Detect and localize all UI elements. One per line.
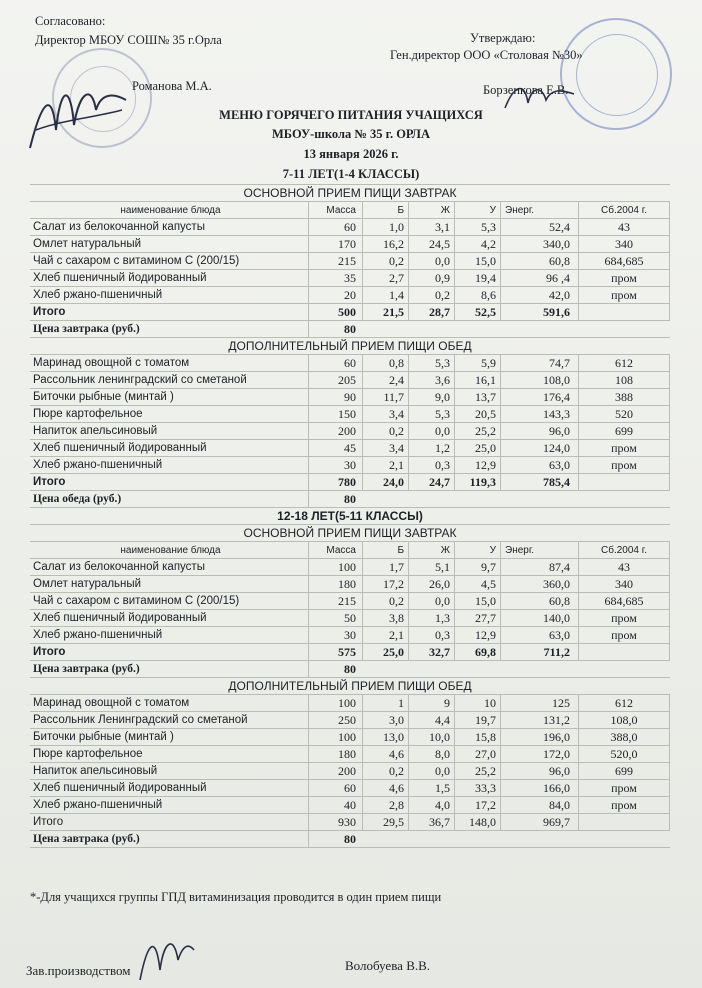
dish-name: Чай с сахаром с витамином С (200/15) [33,255,240,267]
table-row [30,287,670,304]
table-row [30,372,670,389]
col-recipe: Сб.2004 г. [578,202,670,218]
total-recipe [578,814,670,830]
price-label: Цена завтрака (руб.) [33,833,140,845]
total-fat: 28,7 [408,304,454,320]
dish-fat: 0,0 [408,763,454,779]
dish-fat: 5,3 [408,406,454,422]
dish-energy: 96,0 [500,763,578,779]
price-row [30,491,670,508]
approve-position: Ген.директор ООО «Столовая №30» [390,48,583,62]
agreed-name: Романова М.А. [132,79,212,93]
dish-protein: 0,2 [362,423,408,439]
dish-protein: 13,0 [362,729,408,745]
dish-carbs: 4,5 [454,576,500,592]
col-zh: Ж [408,202,454,218]
dish-mass: 215 [308,593,362,609]
dish-protein: 1,7 [362,559,408,575]
dish-mass: 215 [308,253,362,269]
table-row [30,440,670,457]
total-energy: 969,7 [500,814,578,830]
dish-name: Хлеб пшеничный йодированный [33,612,207,624]
col-mass: Масса [308,542,362,558]
dish-fat: 4,4 [408,712,454,728]
price-row [30,831,670,848]
dish-recipe: пром [578,610,670,626]
dish-energy: 84,0 [500,797,578,813]
table-row [30,559,670,576]
dish-protein: 2,4 [362,372,408,388]
dish-protein: 3,4 [362,406,408,422]
dish-energy: 60,8 [500,253,578,269]
price-label: Цена завтрака (руб.) [33,323,140,335]
dish-energy: 172,0 [500,746,578,762]
dish-protein: 0,2 [362,763,408,779]
table-row [30,270,670,287]
dish-mass: 170 [308,236,362,252]
dish-mass: 200 [308,763,362,779]
total-mass: 575 [308,644,362,660]
dish-name: Омлет натуральный [33,578,142,590]
table-header [30,202,670,219]
lunch-rows [30,355,670,474]
dish-protein: 1,4 [362,287,408,303]
total-protein: 21,5 [362,304,408,320]
dish-recipe: пром [578,287,670,303]
production-signature [130,930,200,988]
price-value: 80 [308,321,362,337]
dish-mass: 20 [308,287,362,303]
dish-carbs: 19,4 [454,270,500,286]
dish-mass: 100 [308,729,362,745]
dish-carbs: 20,5 [454,406,500,422]
dish-carbs: 15,0 [454,253,500,269]
total-row [30,644,670,661]
dish-fat: 1,5 [408,780,454,796]
dish-recipe: 108,0 [578,712,670,728]
dish-mass: 35 [308,270,362,286]
total-energy: 591,6 [500,304,578,320]
menu-date: 13 января 2026 г. [303,147,399,161]
dish-energy: 96,0 [500,423,578,439]
total-carbs: 148,0 [454,814,500,830]
col-energy: Энерг. [500,202,578,218]
dish-fat: 8,0 [408,746,454,762]
table-row [30,457,670,474]
dish-carbs: 5,3 [454,219,500,235]
dish-energy: 63,0 [500,457,578,473]
breakfast-section-title: ОСНОВНОЙ ПРИЕМ ПИЩИ ЗАВТРАК [30,185,670,202]
total-fat: 32,7 [408,644,454,660]
dish-carbs: 12,9 [454,627,500,643]
total-label: Итого [33,306,66,318]
dish-fat: 4,0 [408,797,454,813]
table-row [30,236,670,253]
total-mass: 780 [308,474,362,490]
dish-carbs: 19,7 [454,712,500,728]
total-energy: 711,2 [500,644,578,660]
dish-mass: 200 [308,423,362,439]
total-label: Итого [33,646,66,658]
dish-carbs: 15,0 [454,593,500,609]
table-row [30,712,670,729]
total-carbs: 69,8 [454,644,500,660]
col-b: Б [362,202,408,218]
col-energy: Энерг. [500,542,578,558]
dish-mass: 180 [308,576,362,592]
col-zh: Ж [408,542,454,558]
total-carbs: 52,5 [454,304,500,320]
dish-energy: 125 [500,695,578,711]
age-group-2: 12-18 ЛЕТ(5-11 КЛАССЫ) [30,508,670,525]
dish-protein: 0,8 [362,355,408,371]
dish-energy: 176,4 [500,389,578,405]
dish-fat: 0,2 [408,287,454,303]
dish-mass: 45 [308,440,362,456]
price-value: 80 [308,831,362,847]
dish-mass: 60 [308,780,362,796]
dish-fat: 0,3 [408,627,454,643]
dish-recipe: пром [578,440,670,456]
dish-protein: 0,2 [362,253,408,269]
dish-carbs: 12,9 [454,457,500,473]
dish-energy: 166,0 [500,780,578,796]
dish-fat: 1,3 [408,610,454,626]
dish-recipe: 699 [578,763,670,779]
dish-energy: 340,0 [500,236,578,252]
total-label: Итого [33,816,64,828]
dish-mass: 40 [308,797,362,813]
total-fat: 36,7 [408,814,454,830]
total-row [30,814,670,831]
dish-carbs: 27,0 [454,746,500,762]
dish-energy: 42,0 [500,287,578,303]
dish-fat: 0,0 [408,423,454,439]
table-row [30,423,670,440]
total-fat: 24,7 [408,474,454,490]
dish-fat: 26,0 [408,576,454,592]
total-mass: 500 [308,304,362,320]
dish-carbs: 13,7 [454,389,500,405]
dish-recipe: пром [578,797,670,813]
dish-protein: 4,6 [362,780,408,796]
dish-carbs: 17,2 [454,797,500,813]
dish-name: Хлеб ржано-пшеничный [33,289,163,301]
dish-mass: 30 [308,457,362,473]
dish-protein: 17,2 [362,576,408,592]
table-row [30,780,670,797]
price-label: Цена завтрака (руб.) [33,663,140,675]
dish-name: Хлеб ржано-пшеничный [33,799,163,811]
dish-name: Напиток апельсиновый [33,425,158,437]
approve-label: Утверждаю: [470,31,536,45]
dish-energy: 108,0 [500,372,578,388]
dish-carbs: 10 [454,695,500,711]
col-u: У [454,542,500,558]
dish-name: Чай с сахаром с витамином С (200/15) [33,595,240,607]
dish-protein: 4,6 [362,746,408,762]
dish-mass: 60 [308,355,362,371]
total-row [30,304,670,321]
footnote: *-Для учащихся группы ГПД витаминизация проводится в один прием пищи [30,890,442,904]
breakfast-section-title: ОСНОВНОЙ ПРИЕМ ПИЩИ ЗАВТРАК [30,525,670,542]
dish-energy: 96 ,4 [500,270,578,286]
age-group-1: 7-11 ЛЕТ(1-4 КЛАССЫ) [282,167,420,181]
dish-carbs: 5,9 [454,355,500,371]
dish-recipe: 520,0 [578,746,670,762]
dish-name: Маринад овощной с томатом [33,357,190,369]
dish-carbs: 25,2 [454,423,500,439]
price-row [30,321,670,338]
table-row [30,593,670,610]
dish-energy: 74,7 [500,355,578,371]
table-row [30,253,670,270]
dish-mass: 150 [308,406,362,422]
total-protein: 29,5 [362,814,408,830]
table-row [30,627,670,644]
dish-energy: 196,0 [500,729,578,745]
dish-name: Рассольник ленинградский со сметаной [33,374,247,386]
footer-name: Волобуева В.В. [345,958,431,973]
table-row [30,219,670,236]
dish-protein: 3,8 [362,610,408,626]
price-label: Цена обеда (руб.) [33,493,122,505]
dish-recipe: 388,0 [578,729,670,745]
table-row [30,763,670,780]
dish-carbs: 15,8 [454,729,500,745]
col-mass: Масса [308,202,362,218]
dish-mass: 205 [308,372,362,388]
table-row [30,389,670,406]
total-carbs: 119,3 [454,474,500,490]
dish-name: Хлеб ржано-пшеничный [33,629,163,641]
dish-energy: 60,8 [500,593,578,609]
dish-name: Рассольник Ленинградский со сметаной [33,714,248,726]
dish-fat: 1,2 [408,440,454,456]
dish-fat: 9,0 [408,389,454,405]
col-name: наименование блюда [120,545,221,556]
dish-fat: 5,3 [408,355,454,371]
dish-fat: 5,1 [408,559,454,575]
footer-position: Зав.производством [26,963,131,978]
dish-recipe: 388 [578,389,670,405]
total-recipe [578,644,670,660]
lunch-section-title: ДОПОЛНИТЕЛЬНЫЙ ПРИЕМ ПИЩИ ОБЕД [30,338,670,355]
dish-protein: 3,4 [362,440,408,456]
agreed-position: Директор МБОУ СОШ№ 35 г.Орла [35,33,222,47]
col-name: наименование блюда [120,205,221,216]
dish-recipe: 684,685 [578,253,670,269]
dish-recipe: 520 [578,406,670,422]
dish-recipe: 340 [578,576,670,592]
col-recipe: Сб.2004 г. [578,542,670,558]
dish-fat: 10,0 [408,729,454,745]
dish-recipe: 43 [578,559,670,575]
table-row [30,729,670,746]
dish-recipe: 340 [578,236,670,252]
menu-table-group1 [30,184,670,848]
dish-recipe: пром [578,457,670,473]
school-title: МБОУ-школа № 35 г. ОРЛА [271,127,431,141]
dish-protein: 2,1 [362,457,408,473]
table-row [30,695,670,712]
dish-fat: 0,0 [408,253,454,269]
dish-fat: 0,0 [408,593,454,609]
dish-mass: 250 [308,712,362,728]
dish-fat: 0,3 [408,457,454,473]
dish-name: Напиток апельсиновый [33,765,158,777]
dish-energy: 143,3 [500,406,578,422]
dish-recipe: 108 [578,372,670,388]
dish-fat: 3,6 [408,372,454,388]
dish-recipe: 699 [578,423,670,439]
dish-energy: 124,0 [500,440,578,456]
table-row [30,355,670,372]
dish-energy: 87,4 [500,559,578,575]
breakfast-rows [30,219,670,304]
dish-carbs: 25,0 [454,440,500,456]
total-protein: 24,0 [362,474,408,490]
dish-fat: 9 [408,695,454,711]
dish-name: Биточки рыбные (минтай ) [33,391,174,403]
dish-protein: 1,0 [362,219,408,235]
col-b: Б [362,542,408,558]
dish-recipe: пром [578,627,670,643]
total-energy: 785,4 [500,474,578,490]
dish-protein: 16,2 [362,236,408,252]
dish-mass: 180 [308,746,362,762]
menu-title: МЕНЮ ГОРЯЧЕГО ПИТАНИЯ УЧАЩИХСЯ [219,108,483,122]
dish-recipe: 612 [578,355,670,371]
col-u: У [454,202,500,218]
lunch-section-title: ДОПОЛНИТЕЛЬНЫЙ ПРИЕМ ПИЩИ ОБЕД [30,678,670,695]
price-value: 80 [308,661,362,677]
dish-mass: 90 [308,389,362,405]
dish-name: Биточки рыбные (минтай ) [33,731,174,743]
total-mass: 930 [308,814,362,830]
dish-mass: 100 [308,695,362,711]
dish-recipe: 612 [578,695,670,711]
dish-energy: 360,0 [500,576,578,592]
approve-name: Борзенкова Е.В. [483,83,569,97]
total-label: Итого [33,476,66,488]
dish-energy: 52,4 [500,219,578,235]
dish-recipe: 684,685 [578,593,670,609]
table-row [30,797,670,814]
dish-name: Хлеб пшеничный йодированный [33,442,207,454]
price-value: 80 [308,491,362,507]
table-row [30,576,670,593]
dish-name: Пюре картофельное [33,408,143,420]
dish-protein: 3,0 [362,712,408,728]
dish-name: Маринад овощной с томатом [33,697,190,709]
dish-fat: 24,5 [408,236,454,252]
dish-name: Салат из белокочанной капусты [33,561,205,573]
table-header [30,542,670,559]
dish-energy: 140,0 [500,610,578,626]
dish-carbs: 9,7 [454,559,500,575]
dish-recipe: 43 [578,219,670,235]
dish-mass: 50 [308,610,362,626]
dish-protein: 0,2 [362,593,408,609]
dish-protein: 1 [362,695,408,711]
dish-recipe: пром [578,780,670,796]
dish-protein: 11,7 [362,389,408,405]
lunch-rows [30,695,670,814]
total-protein: 25,0 [362,644,408,660]
dish-protein: 2,7 [362,270,408,286]
dish-protein: 2,1 [362,627,408,643]
dish-carbs: 25,2 [454,763,500,779]
dish-carbs: 8,6 [454,287,500,303]
total-recipe [578,474,670,490]
table-row [30,406,670,423]
dish-mass: 100 [308,559,362,575]
dish-carbs: 33,3 [454,780,500,796]
total-row [30,474,670,491]
dish-carbs: 16,1 [454,372,500,388]
dish-name: Хлеб пшеничный йодированный [33,782,207,794]
dish-energy: 63,0 [500,627,578,643]
dish-name: Хлеб пшеничный йодированный [33,272,207,284]
dish-name: Салат из белокочанной капусты [33,221,205,233]
dish-carbs: 27,7 [454,610,500,626]
dish-fat: 0,9 [408,270,454,286]
dish-protein: 2,8 [362,797,408,813]
breakfast-rows [30,559,670,644]
table-row [30,610,670,627]
price-row [30,661,670,678]
dish-mass: 30 [308,627,362,643]
dish-mass: 60 [308,219,362,235]
dish-fat: 3,1 [408,219,454,235]
dish-carbs: 4,2 [454,236,500,252]
dish-energy: 131,2 [500,712,578,728]
dish-recipe: пром [578,270,670,286]
dish-name: Хлеб ржано-пшеничный [33,459,163,471]
agreed-label: Согласовано: [35,14,106,28]
table-row [30,746,670,763]
dish-name: Пюре картофельное [33,748,143,760]
dish-name: Омлет натуральный [33,238,142,250]
total-recipe [578,304,670,320]
